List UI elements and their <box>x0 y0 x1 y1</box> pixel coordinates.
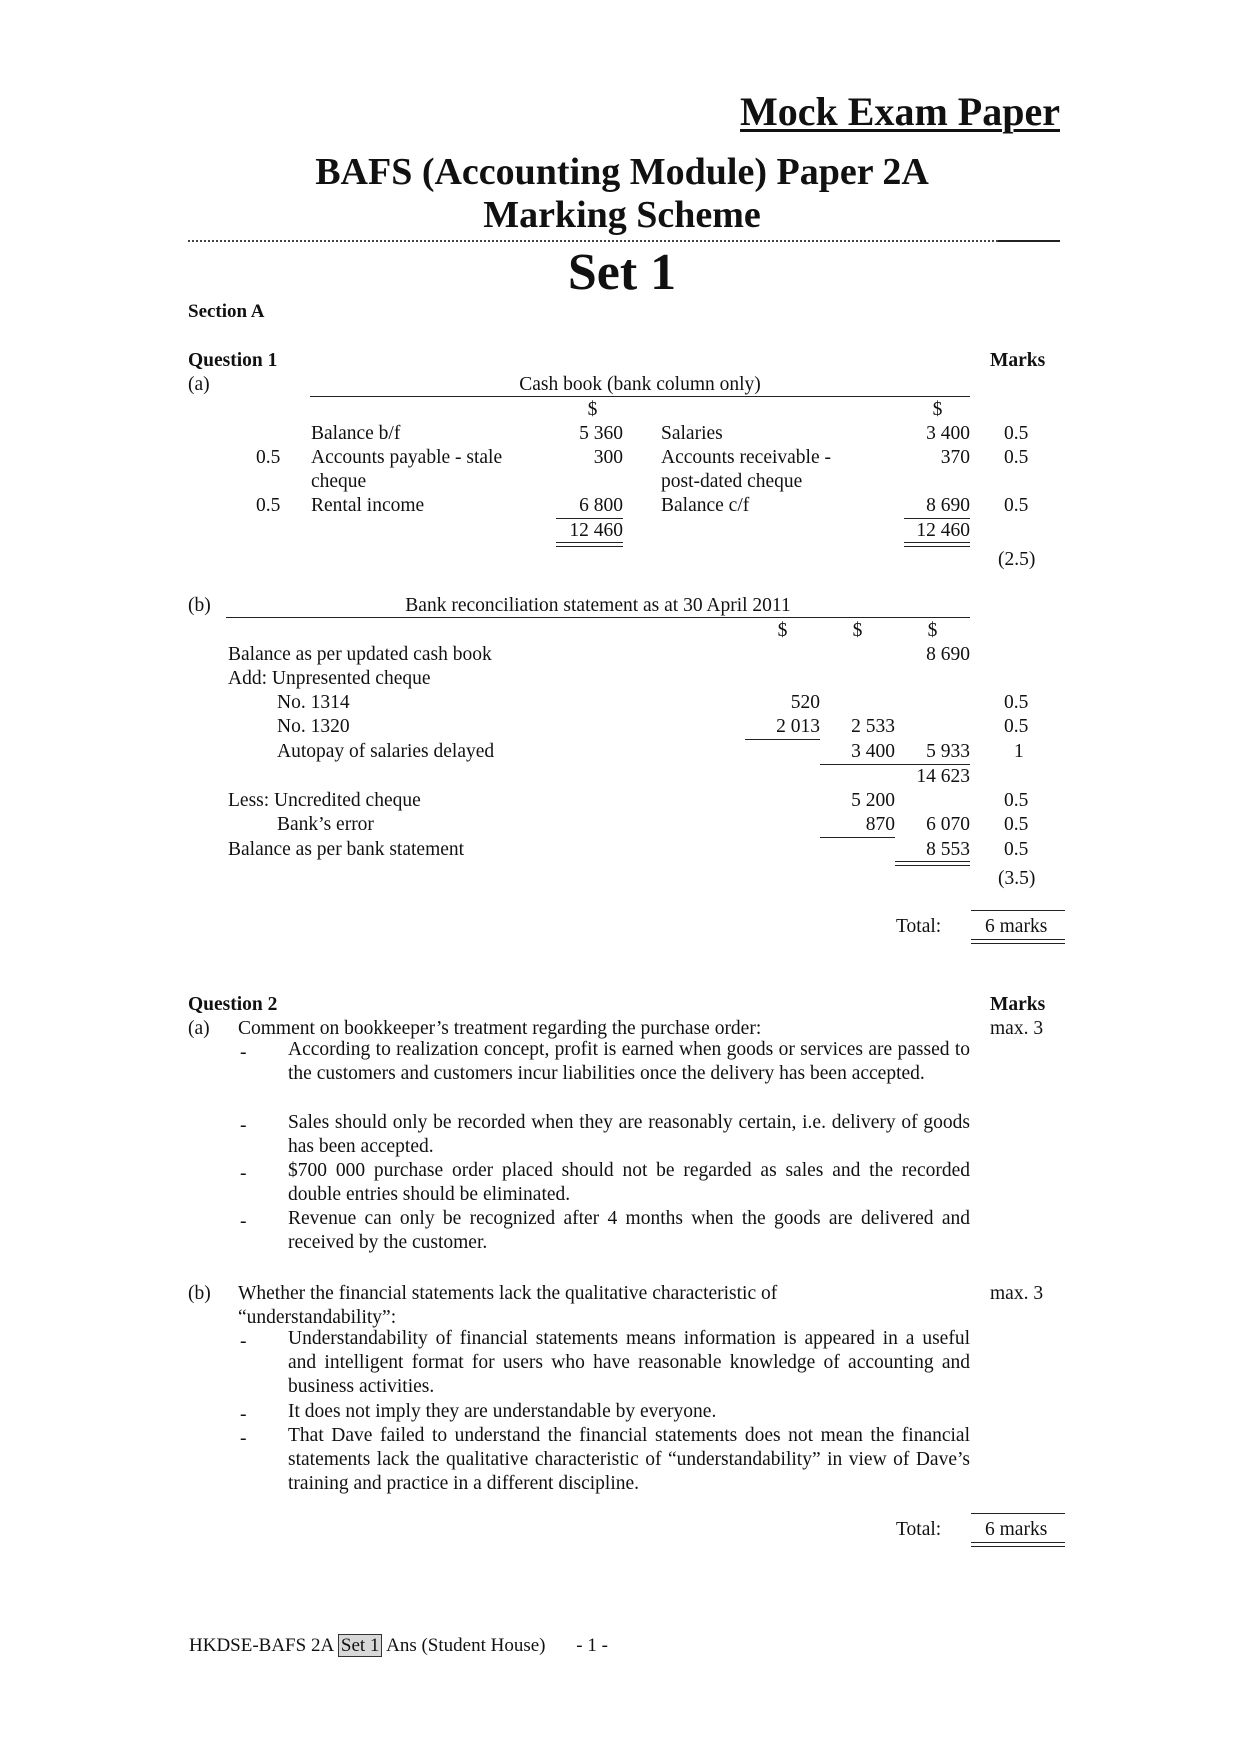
q2-total-label: Total: <box>896 1519 942 1540</box>
dr-amount: 5 360 <box>579 423 623 444</box>
footer <box>189 1636 608 1655</box>
q1-marks-heading: Marks <box>990 350 1046 371</box>
bank-rec-rule <box>226 617 970 618</box>
rec-col3: 5 933 <box>926 741 970 762</box>
list-item: Revenue can only be recognized after 4 months when the goods are delivered and received by the customer. <box>288 1208 970 1254</box>
rec-col2: 2 533 <box>851 716 895 737</box>
list-item: Sales should only be recorded when they are reasonably certain, i.e. delivery of goods has been accepted. <box>288 1112 970 1158</box>
marking-scheme-title: Marking Scheme <box>483 194 761 236</box>
list-item: According to realization concept, profit is earned when goods or services are passed to the customers and customers incur liabilities once the delivery has been accepted. <box>288 1039 970 1085</box>
header-rule <box>188 240 998 242</box>
q1-total-top-rule <box>971 910 1065 911</box>
section-heading: Section A <box>188 301 265 322</box>
rec-mark: 0.5 <box>1004 790 1029 811</box>
rec-col2: 870 <box>865 814 895 835</box>
q2b-intro-cont: “understandability”: <box>238 1307 397 1328</box>
dr-desc: Accounts payable - stale <box>311 447 503 468</box>
mock-exam-title: Mock Exam Paper <box>740 89 1060 134</box>
bank-rec-title: Bank reconciliation statement as at 30 April 2011 <box>405 595 791 616</box>
bullet-dash: - <box>240 1163 247 1184</box>
rec-mark: 0.5 <box>1004 716 1029 737</box>
rec-col1: 2 013 <box>776 716 820 737</box>
q1-total-double-rule <box>971 939 1065 944</box>
rec-col3: 6 070 <box>926 814 970 835</box>
cr-desc: Accounts receivable - <box>661 447 831 468</box>
q2b-marks: max. 3 <box>990 1283 1044 1304</box>
list-item: Understandability of financial statements means information is appeared in a useful and intelligent format for users who have reasonable knowledge of accounting and business activities. <box>288 1328 970 1398</box>
cr-total-double-rule <box>904 542 970 547</box>
dr-total: 12 460 <box>569 520 623 541</box>
footer-set-box: Set 1 <box>338 1634 383 1657</box>
q2b-label: (b) <box>188 1283 211 1304</box>
col1-sum-rule <box>745 739 820 740</box>
rec-desc: Bank’s error <box>277 814 374 835</box>
dr-sum-rule <box>556 518 623 519</box>
q1a-subtotal-marks: (2.5) <box>998 549 1036 570</box>
final-balance-double-rule <box>895 861 970 866</box>
currency-col1: $ <box>777 620 788 641</box>
rec-mark: 0.5 <box>1004 839 1029 860</box>
cash-book-title: Cash book (bank column only) <box>519 374 761 395</box>
rec-col2: 3 400 <box>851 741 895 762</box>
rec-col3: 8 553 <box>926 839 970 860</box>
q2-marks-heading: Marks <box>990 994 1046 1015</box>
rec-mark: 0.5 <box>1004 814 1029 835</box>
dr-amount: 6 800 <box>579 495 623 516</box>
rec-desc: Autopay of salaries delayed <box>277 741 495 762</box>
cr-amount: 8 690 <box>926 495 970 516</box>
cr-desc: Salaries <box>661 423 723 444</box>
q1-heading: Question 1 <box>188 350 278 371</box>
bullet-dash: - <box>240 1042 247 1063</box>
header-rule-end <box>998 240 1060 242</box>
paper-title: BAFS (Accounting Module) Paper 2A <box>315 151 929 193</box>
rec-col3: 14 623 <box>916 766 970 787</box>
less-sum-rule <box>820 837 895 838</box>
bullet-dash: - <box>240 1211 247 1232</box>
row-mark: 0.5 <box>1004 447 1029 468</box>
page-number: - 1 - <box>576 1635 608 1656</box>
rec-desc: No. 1314 <box>277 692 350 713</box>
q2a-marks: max. 3 <box>990 1018 1044 1039</box>
dr-currency: $ <box>587 399 598 420</box>
rec-desc: No. 1320 <box>277 716 350 737</box>
cr-currency: $ <box>932 399 943 420</box>
dr-total-double-rule <box>556 542 623 547</box>
cr-total: 12 460 <box>916 520 970 541</box>
q1a-label: (a) <box>188 374 210 395</box>
dr-desc-cont: cheque <box>311 471 367 492</box>
col2-col3-sum-rule <box>820 764 970 765</box>
bullet-dash: - <box>240 1428 247 1449</box>
dr-amount: 300 <box>593 447 623 468</box>
rec-desc: Less: Uncredited cheque <box>228 790 421 811</box>
q2-total-double-rule <box>971 1542 1065 1547</box>
q2-total-top-rule <box>971 1513 1065 1514</box>
footer-prefix: HKDSE-BAFS 2A <box>189 1635 334 1656</box>
q2a-intro: Comment on bookkeeper’s treatment regarding the purchase order: <box>238 1018 762 1039</box>
left-mark: 0.5 <box>256 447 281 468</box>
list-item: $700 000 purchase order placed should not be regarded as sales and the recorded double entries should be eliminated. <box>288 1160 970 1206</box>
cr-amount: 3 400 <box>926 423 970 444</box>
bullet-dash: - <box>240 1115 247 1136</box>
q1b-subtotal-marks: (3.5) <box>998 868 1036 889</box>
dr-desc: Balance b/f <box>311 423 401 444</box>
currency-col2: $ <box>852 620 863 641</box>
currency-col3: $ <box>927 620 938 641</box>
rec-desc: Add: Unpresented cheque <box>228 668 431 689</box>
footer-suffix: Ans (Student House) <box>386 1635 546 1656</box>
rec-col3: 8 690 <box>926 644 970 665</box>
rec-col1: 520 <box>790 692 820 713</box>
bullet-dash: - <box>240 1404 247 1425</box>
q1b-label: (b) <box>188 595 211 616</box>
row-mark: 0.5 <box>1004 423 1029 444</box>
q2-heading: Question 2 <box>188 994 278 1015</box>
left-mark: 0.5 <box>256 495 281 516</box>
list-item: It does not imply they are understandable by everyone. <box>288 1401 717 1422</box>
cr-sum-rule <box>904 518 970 519</box>
row-mark: 0.5 <box>1004 495 1029 516</box>
rec-mark: 0.5 <box>1004 692 1029 713</box>
dr-desc: Rental income <box>311 495 425 516</box>
bullet-dash: - <box>240 1331 247 1352</box>
q2b-intro: Whether the financial statements lack the qualitative characteristic of <box>238 1283 778 1304</box>
rec-desc: Balance as per updated cash book <box>228 644 492 665</box>
list-item: That Dave failed to understand the financial statements does not mean the financial statements lack the qualitative characteristic of “understandability” in view of Dave’s training and practice in a different discipline. <box>288 1425 970 1495</box>
cr-desc: Balance c/f <box>661 495 750 516</box>
q1-total-value: 6 marks <box>985 916 1048 937</box>
rec-desc: Balance as per bank statement <box>228 839 465 860</box>
rec-col2: 5 200 <box>851 790 895 811</box>
q2-total-value: 6 marks <box>985 1519 1048 1540</box>
cr-amount: 370 <box>940 447 970 468</box>
q1-total-label: Total: <box>896 916 942 937</box>
set-title: Set 1 <box>567 244 677 301</box>
cr-desc-cont: post-dated cheque <box>661 471 803 492</box>
rec-mark: 1 <box>1014 741 1024 762</box>
cash-book-rule <box>310 396 970 397</box>
q2a-label: (a) <box>188 1018 210 1039</box>
